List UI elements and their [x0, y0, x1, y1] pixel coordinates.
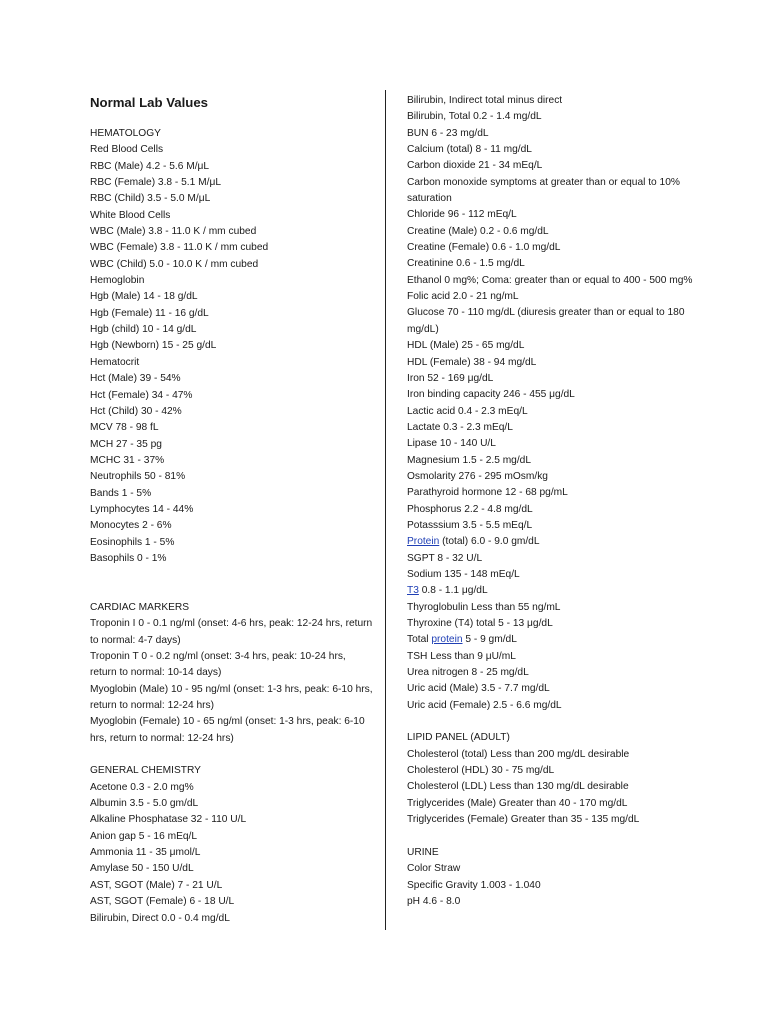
- lab-value-line: Cholesterol (HDL) 30 - 75 mg/dL: [407, 765, 555, 777]
- lab-value-line: TSH Less than 9 μU/mL: [407, 650, 516, 662]
- section-heading-general-chemistry: GENERAL CHEMISTRY: [90, 765, 201, 777]
- spacer: [90, 567, 375, 600]
- section-heading-hematology: HEMATOLOGY: [90, 128, 161, 139]
- lab-value-line: Albumin 3.5 - 5.0 gm/dL: [90, 798, 199, 810]
- lab-value-line: AST, SGOT (Male) 7 - 21 U/L: [90, 879, 223, 891]
- lab-value-line: Anion gap 5 - 16 mEq/L: [90, 830, 198, 842]
- section-heading-cardiac: CARDIAC MARKERS: [90, 601, 190, 613]
- protein-link[interactable]: Protein: [407, 536, 440, 548]
- lab-value-line: Lactic acid 0.4 - 2.3 mEq/L: [407, 405, 528, 417]
- lab-value-line: Eosinophils 1 - 5%: [90, 536, 175, 548]
- lab-line-thyroxine: Thyroxine (T4) total 5 - 13 μg/dL: [407, 618, 553, 629]
- lab-line-t3: [407, 583, 702, 599]
- lab-value-line: Hgb (Male) 14 - 18 g/dL: [90, 291, 198, 303]
- lab-value-line: Triglycerides (Male) Greater than 40 - 170 mg/dL: [407, 797, 628, 809]
- lab-value-line: Bilirubin, Total 0.2 - 1.4 mg/dL: [407, 111, 542, 123]
- t3-value: 0.8 - 1.1 μg/dL: [418, 585, 488, 597]
- lab-value-line: Carbon dioxide 21 - 34 mEq/L: [407, 160, 543, 172]
- lab-value-line: RBC (Child) 3.5 - 5.0 M/μL: [90, 193, 211, 205]
- lab-value-line: Triglycerides (Female) Greater than 35 - 135 mg/dL: [407, 814, 640, 826]
- lab-value-line: Parathyroid hormone 12 - 68 pg/mL: [407, 487, 568, 499]
- lab-value-line: Myoglobin (Male) 10 - 95 ng/ml (onset: 1-3 hrs, peak: 6-10 hrs, return to normal: 12-24 hrs): [90, 683, 373, 712]
- total-protein-prefix: Total: [407, 634, 432, 646]
- lab-value-line: WBC (Female) 3.8 - 11.0 K / mm cubed: [90, 242, 269, 254]
- lab-value-line: Troponin T 0 - 0.2 ng/ml (onset: 3-4 hrs, peak: 10-24 hrs, return to normal: 10-14 days): [90, 651, 346, 679]
- protein-value: (total) 6.0 - 9.0 gm/dL: [439, 536, 540, 548]
- lab-line-sodium: Sodium 135 - 148 mEq/L: [407, 568, 520, 580]
- general-chemistry-left-list: [90, 780, 375, 927]
- general-chemistry-right-list-a: [407, 93, 702, 534]
- lab-value-line: Creatinine 0.6 - 1.5 mg/dL: [407, 258, 525, 270]
- lab-value-line: MCHC 31 - 37%: [90, 454, 165, 466]
- lab-value-line: Folic acid 2.0 - 21 ng/mL: [407, 291, 519, 303]
- lab-value-line: Hematocrit: [90, 356, 140, 368]
- lab-value-line: Neutrophils 50 - 81%: [90, 471, 186, 483]
- lab-value-line: Lactate 0.3 - 2.3 mEq/L: [407, 421, 513, 433]
- lab-value-line: Bilirubin, Direct 0.0 - 0.4 mg/dL: [90, 912, 230, 924]
- lipid-list: [407, 747, 702, 829]
- lab-value-line: RBC (Female) 3.8 - 5.1 M/μL: [90, 177, 221, 189]
- lab-value-line: Ethanol 0 mg%; Coma: greater than or equal to 400 - 500 mg%: [407, 274, 693, 286]
- lab-value-line: Hgb (child) 10 - 14 g/dL: [90, 324, 197, 336]
- lab-value-line: Bilirubin, Indirect total minus direct: [407, 95, 563, 106]
- t3-link[interactable]: T3: [407, 585, 419, 597]
- lab-value-line: WBC (Male) 3.8 - 11.0 K / mm cubed: [90, 226, 257, 238]
- left-column: [90, 126, 375, 927]
- lab-value-line: Alkaline Phosphatase 32 - 110 U/L: [90, 814, 247, 826]
- lab-value-line: Iron binding capacity 246 - 455 μg/dL: [407, 389, 575, 401]
- lab-value-line: BUN 6 - 23 mg/dL: [407, 127, 489, 139]
- lab-value-line: Calcium (total) 8 - 11 mg/dL: [407, 144, 532, 156]
- lab-value-line: Iron 52 - 169 μg/dL: [407, 372, 494, 384]
- spacer: [90, 747, 375, 763]
- lab-value-line: Acetone 0.3 - 2.0 mg%: [90, 781, 194, 793]
- lab-value-line: Monocytes 2 - 6%: [90, 520, 172, 532]
- lab-value-line: Hct (Child) 30 - 42%: [90, 405, 182, 417]
- column-divider: [385, 90, 386, 930]
- lab-value-line: Bands 1 - 5%: [90, 487, 152, 499]
- lab-value-line: RBC (Male) 4.2 - 5.6 M/μL: [90, 160, 210, 172]
- lab-value-line: Creatine (Male) 0.2 - 0.6 mg/dL: [407, 225, 549, 237]
- lab-value-line: Lymphocytes 14 - 44%: [90, 503, 194, 515]
- lab-line-protein: [407, 534, 702, 550]
- lab-value-line: Cholesterol (total) Less than 200 mg/dL desirable: [407, 748, 630, 760]
- lab-value-line: Ammonia 11 - 35 μmol/L: [90, 847, 201, 859]
- lab-line-thyroglobulin: Thyroglobulin Less than 55 ng/mL: [407, 601, 561, 613]
- lab-value-line: Carbon monoxide symptoms at greater than or equal to 10% saturation: [407, 176, 680, 205]
- lab-value-line: Amylase 50 - 150 U/dL: [90, 863, 194, 875]
- lab-value-line: MCH 27 - 35 pg: [90, 438, 162, 450]
- lab-line-total-protein: [407, 632, 702, 648]
- lab-value-line: pH 4.6 - 8.0: [407, 895, 461, 907]
- lab-value-line: Phosphorus 2.2 - 4.8 mg/dL: [407, 503, 533, 515]
- cardiac-list: [90, 616, 375, 747]
- lab-value-line: Chloride 96 - 112 mEq/L: [407, 209, 517, 221]
- lab-value-line: Potasssium 3.5 - 5.5 mEq/L: [407, 519, 533, 531]
- lab-value-line: White Blood Cells: [90, 209, 171, 221]
- lab-value-line: Troponin I 0 - 0.1 ng/ml (onset: 4-6 hrs, peak: 12-24 hrs, return to normal: 4-7 days): [90, 618, 373, 646]
- section-heading-urine: URINE: [407, 846, 439, 858]
- lab-value-line: Hct (Female) 34 - 47%: [90, 389, 193, 401]
- lab-value-line: Hct (Male) 39 - 54%: [90, 373, 181, 385]
- spacer: [407, 714, 702, 730]
- lab-value-line: Uric acid (Male) 3.5 - 7.7 mg/dL: [407, 683, 550, 695]
- urine-list: [407, 861, 702, 910]
- lab-value-line: Lipase 10 - 140 U/L: [407, 438, 496, 450]
- lab-value-line: Red Blood Cells: [90, 144, 164, 156]
- lab-value-line: Basophils 0 - 1%: [90, 552, 167, 564]
- lab-value-line: WBC (Child) 5.0 - 10.0 K / mm cubed: [90, 258, 259, 270]
- lab-value-line: Urea nitrogen 8 - 25 mg/dL: [407, 667, 529, 679]
- lab-value-line: Magnesium 1.5 - 2.5 mg/dL: [407, 454, 532, 466]
- hematology-list: [90, 142, 375, 567]
- lab-value-line: Color Straw: [407, 863, 461, 875]
- lab-value-line: Creatine (Female) 0.6 - 1.0 mg/dL: [407, 242, 561, 254]
- lab-value-line: Hemoglobin: [90, 275, 145, 287]
- lab-value-line: Cholesterol (LDL) Less than 130 mg/dL desirable: [407, 781, 629, 793]
- lab-value-line: Uric acid (Female) 2.5 - 6.6 mg/dL: [407, 699, 562, 711]
- right-column: [407, 93, 702, 910]
- lab-value-line: Hgb (Newborn) 15 - 25 g/dL: [90, 340, 217, 352]
- total-protein-value: 5 - 9 gm/dL: [462, 634, 517, 646]
- lab-value-line: MCV 78 - 98 fL: [90, 422, 159, 434]
- lab-value-line: Specific Gravity 1.003 - 1.040: [407, 879, 541, 891]
- lab-value-line: AST, SGOT (Female) 6 - 18 U/L: [90, 896, 235, 908]
- total-protein-link[interactable]: protein: [431, 634, 463, 646]
- lab-line-sgpt: SGPT 8 - 32 U/L: [407, 552, 483, 564]
- general-chemistry-right-list-b: [407, 649, 702, 714]
- section-heading-lipid: LIPID PANEL (ADULT): [407, 732, 510, 744]
- lab-value-line: Myoglobin (Female) 10 - 65 ng/ml (onset: 1-3 hrs, peak: 6-10 hrs, return to normal: 12-24 hrs): [90, 716, 365, 744]
- lab-value-line: HDL (Female) 38 - 94 mg/dL: [407, 356, 537, 368]
- page-title: Normal Lab Values: [90, 95, 208, 110]
- lab-value-line: Glucose 70 - 110 mg/dL (diuresis greater than or equal to 180 mg/dL): [407, 307, 685, 335]
- lab-value-line: HDL (Male) 25 - 65 mg/dL: [407, 340, 525, 352]
- lab-value-line: Hgb (Female) 11 - 16 g/dL: [90, 307, 209, 319]
- spacer: [407, 828, 702, 844]
- lab-value-line: Osmolarity 276 - 295 mOsm/kg: [407, 470, 548, 482]
